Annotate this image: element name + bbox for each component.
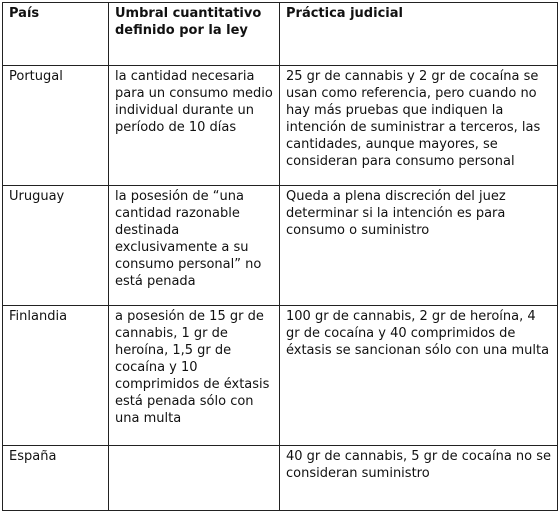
table-row [3, 186, 558, 306]
threshold-cell: la cantidad necesaria para un consumo medio individual durante un período de 10 días [109, 66, 280, 186]
table-row [3, 446, 558, 511]
practice-cell: Queda a plena discreción del juez determinar si la intención es para consumo o suministro [280, 186, 558, 306]
table-row [3, 306, 558, 446]
practice-cell: 25 gr de cannabis y 2 gr de cocaína se usan como referencia, pero cuando no hay más pruebas que indiquen la intención de suministrar a terceros, las cantidades, aunque mayores, se consideran para consumo personal [280, 66, 558, 186]
threshold-cell: a posesión de 15 gr de cannabis, 1 gr de heroína, 1,5 gr de cocaína y 10 comprimidos de éxtasis está penada sólo con una multa [109, 306, 280, 446]
header-judicial-practice: Práctica judicial [280, 3, 558, 66]
header-country: País [3, 3, 109, 66]
header-legal-threshold: Umbral cuantitativo definido por la ley [109, 3, 280, 66]
practice-cell: 40 gr de cannabis, 5 gr de cocaína no se consideran suministro [280, 446, 558, 511]
country-cell: Uruguay [3, 186, 109, 306]
country-cell: Portugal [3, 66, 109, 186]
country-cell: Finlandia [3, 306, 109, 446]
drug-thresholds-table [2, 2, 558, 511]
threshold-cell: la posesión de “una cantidad razonable destinada exclusivamente a su consumo personal” no está penada [109, 186, 280, 306]
practice-cell: 100 gr de cannabis, 2 gr de heroína, 4 gr de cocaína y 40 comprimidos de éxtasis se sancionan sólo con una multa [280, 306, 558, 446]
threshold-cell [109, 446, 280, 511]
country-cell: España [3, 446, 109, 511]
table-header-row [3, 3, 558, 66]
table-row [3, 66, 558, 186]
